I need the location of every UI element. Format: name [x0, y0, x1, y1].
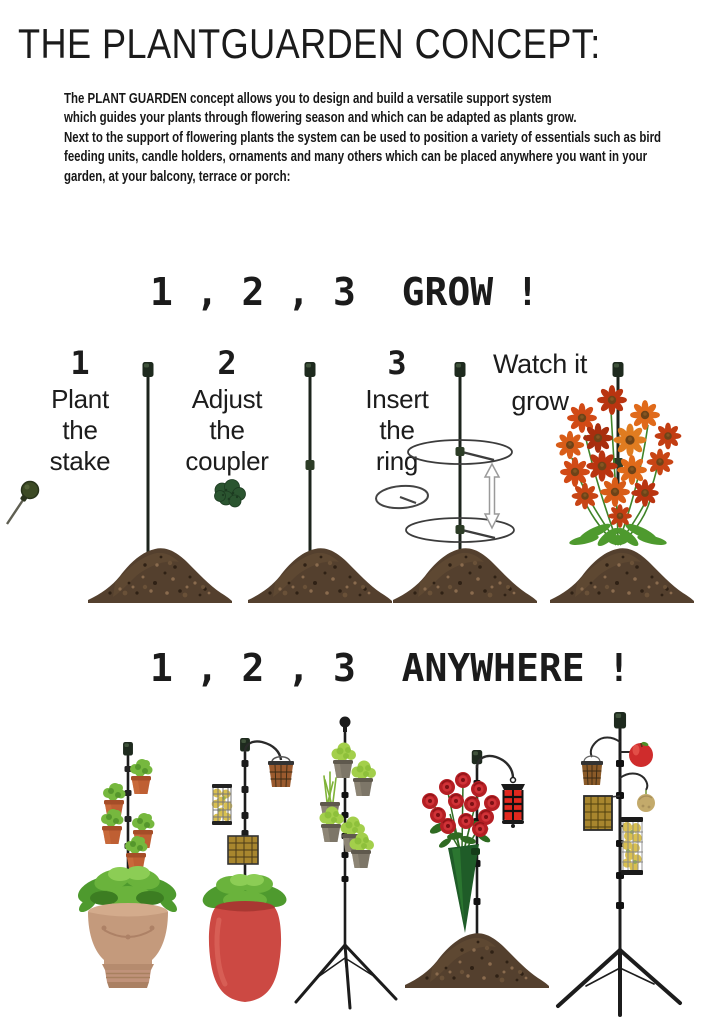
ring-icon: [375, 484, 428, 510]
fat-ball-feeder-cylinder: [620, 817, 643, 875]
setup-rose-vase-lantern: [405, 750, 549, 988]
grow-heading: 1 , 2 , 3 GROW !: [150, 270, 539, 314]
hook-arm-left: [591, 738, 620, 758]
hook-arm: [477, 756, 513, 778]
suet-block-cage: [584, 796, 620, 830]
step-number: 1: [70, 344, 90, 382]
step-number: 3: [387, 344, 407, 382]
step-3-insert-the-ring: 3 Insert the ring: [327, 344, 467, 477]
stake-tool-icon: [7, 482, 39, 525]
setup-red-planter-feeders: [200, 738, 294, 1002]
soil-mound-2: [248, 548, 392, 603]
intro-paragraph: [64, 90, 664, 187]
apple-on-spike: [620, 741, 653, 767]
tripod-legs: [296, 945, 396, 1008]
setup-bird-feeding-station: [558, 712, 680, 1015]
hanging-feeder-basket: [268, 757, 294, 787]
setup-tripod-herb-pots: [296, 717, 396, 1009]
hook-arm-right: [620, 774, 647, 791]
intro-line: The PLANT GUARDEN concept allows you to design and build a versatile support system: [64, 91, 552, 107]
soil-mound-3: [393, 548, 537, 603]
green-cone-vase: [448, 844, 480, 933]
soil-mound-5: [405, 933, 549, 988]
setup-terracotta-planter-herb-tower: [74, 742, 179, 988]
page-title: THE PLANTGUARDEN CONCEPT:: [18, 20, 601, 67]
hanging-coconut-feeder: [637, 790, 655, 812]
intro-line: feeding units, candle holders, ornaments and many others which can be placed anywhere you want in your: [64, 149, 648, 166]
coupler-icon: [215, 480, 246, 508]
hanging-seed-basket: [581, 756, 603, 785]
step-number: 2: [217, 344, 237, 382]
terracotta-urn-pot: [88, 903, 168, 988]
stake-3: [406, 362, 514, 555]
anywhere-heading: 1 , 2 , 3 ANYWHERE !: [150, 646, 631, 690]
red-planter-pot: [209, 901, 281, 1002]
stake-2: [305, 362, 316, 555]
anywhere-gallery: [0, 700, 724, 1024]
tripod-legs: [558, 950, 680, 1015]
intro-line: which guides your plants through flowering season and which can be adapted as plants grow.: [64, 110, 577, 127]
stake-1: [143, 362, 154, 555]
soil-mound-1: [88, 548, 232, 603]
fat-ball-feeder-cylinder: [212, 784, 233, 825]
soil-mound-4: [550, 548, 694, 603]
suet-block-cage: [228, 836, 258, 864]
step-1-plant-the-stake: 1 Plant the stake: [10, 344, 150, 477]
rose-bouquet: [422, 772, 500, 850]
height-adjust-arrow: [485, 464, 499, 528]
intro-line: Next to the support of flowering plants the system can be used to position a variety of essentials such as bird: [64, 129, 662, 146]
step-watch-it-grow: Watch it grow: [492, 349, 588, 416]
step-2-adjust-the-coupler: 2 Adjust the coupler: [157, 344, 297, 477]
coupler-on-stake: [306, 460, 315, 470]
grow-diagram: [0, 340, 724, 630]
intro-line: garden, at your balcony, terrace or porch:: [64, 168, 291, 185]
red-lantern: [501, 778, 525, 829]
flowering-plant-image: [556, 362, 682, 549]
